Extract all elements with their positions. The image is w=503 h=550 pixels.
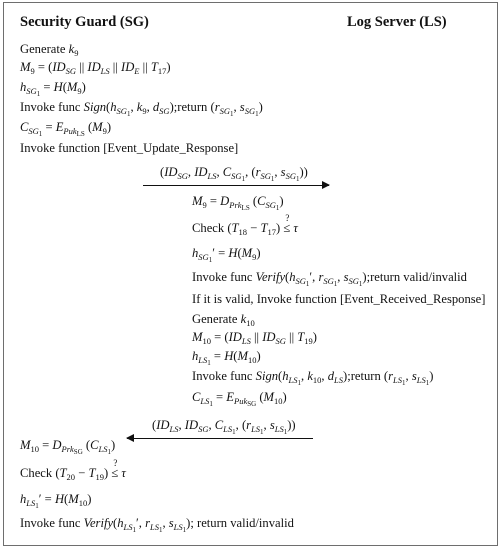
sg-invoke-verify: Invoke func $Verify(h_{LS_1}'$, $r_{LS_1}$, $s_{LS_1}$); return valid/invalid: [20, 516, 294, 534]
ls-check-timestamp: Check $(T_{18} - T_{17})$ ≤ ? τ: [192, 213, 298, 237]
message-sg-to-ls: ($ID_{SG}$, $ID_{LS}$, $C_{SG_1}$, ($r_{SG_1}$, $s_{SG_1}$)): [160, 165, 308, 183]
message-ls-to-sg: ($ID_{LS}$, $ID_{SG}$, $C_{LS_1}$, ($r_{LS_1}$, $s_{LS_1}$)): [152, 418, 296, 436]
sg-m9-equation: $M_9 = (ID_{SG}$ || $ID_{LS}$ || $ID_E$ || $T_{17}$): [20, 60, 171, 76]
sg-check-timestamp: Check $(T_{20} - T_{19})$ ≤ ? τ: [20, 458, 126, 482]
ls-cipher-equation: $C_{LS_1} = E_{Puk_{SG}}$ $(M_{10})$: [192, 390, 287, 408]
sg-invoke-event-update: Invoke function [Event_Update_Response]: [20, 141, 239, 155]
sg-hash-equation: $h_{SG_1} = H(M_9)$: [20, 80, 86, 98]
ls-decrypt-equation: $M_9 = D_{Prk_{LS}}$ $(C_{SG_1})$: [192, 194, 284, 212]
ls-invoke-verify: Invoke func $Verify(h_{SG_1}'$, $r_{SG_1}$, $s_{SG_1});return$ valid/invalid: [192, 270, 467, 288]
ls-hash-equation: $h_{SG_1}' = H(M_9)$: [192, 246, 261, 264]
ls-m10-equation: $M_{10} = (ID_{LS}$ || $ID_{SG}$ || $T_{19}$): [192, 330, 317, 346]
arrow-ls-to-sg: [127, 438, 313, 439]
sg-hash-m10: $h_{LS_1}' = H(M_{10})$: [20, 492, 92, 510]
ls-invoke-sign: Invoke func $Sign(h_{LS_1}$, $k_{10}$, $d_{LS});return$ ($r_{LS_1}$, $s_{LS_1}$): [192, 369, 434, 387]
ls-hash-m10: $h_{LS_1} = H(M_{10})$: [192, 349, 261, 367]
ls-generate-k10: Generate $k_{10}$: [192, 312, 255, 328]
arrow-sg-to-ls: [143, 185, 329, 186]
sg-decrypt-equation: $M_{10} = D_{Prk_{SG}}$ $(C_{LS_1})$: [20, 438, 116, 456]
security-guard-header: Security Guard (SG): [20, 14, 149, 30]
sg-generate-k9: Generate $k_9$: [20, 42, 79, 58]
ls-valid-event-received: If it is valid, Invoke function [Event_Received_Response]: [192, 292, 486, 306]
sg-invoke-sign: Invoke func $Sign(h_{SG_1}$, $k_9$, $d_{SG});return$ ($r_{SG_1}$, $s_{SG_1}$): [20, 100, 263, 118]
log-server-header: Log Server (LS): [347, 14, 447, 30]
sg-cipher-equation: $C_{SG_1} = E_{Puk_{LS}}$ $(M_9)$: [20, 120, 112, 138]
